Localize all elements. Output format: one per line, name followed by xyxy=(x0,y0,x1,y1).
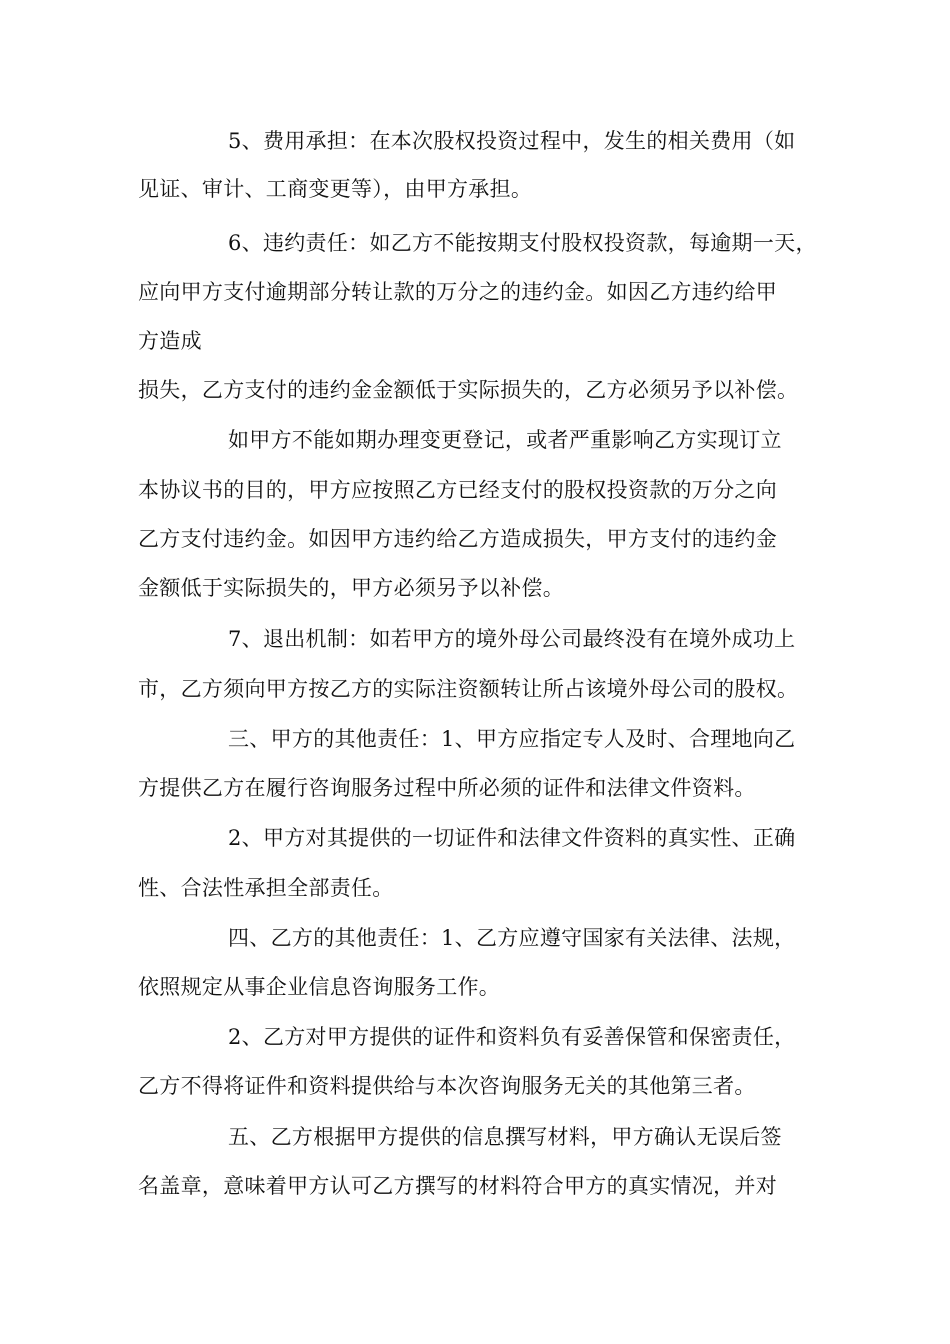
line-5: 方造成 xyxy=(138,329,202,353)
line-16: 性、合法性承担全部责任。 xyxy=(138,876,394,900)
line-10: 金额低于实际损失的，甲方必须另予以补偿。 xyxy=(138,576,564,600)
line-8: 本协议书的目的，甲方应按照乙方已经支付的股权投资款的万分之向 xyxy=(138,478,777,502)
line-20: 乙方不得将证件和资料提供给与本次咨询服务无关的其他第三者。 xyxy=(138,1074,756,1098)
line-22: 名盖章，意味着甲方认可乙方撰写的材料符合甲方的真实情况，并对 xyxy=(138,1174,777,1198)
line-6: 损失，乙方支付的违约金金额低于实际损失的，乙方必须另予以补偿。 xyxy=(138,378,799,402)
line-4: 应向甲方支付逾期部分转让款的万分之的违约金。如因乙方违约给甲 xyxy=(138,280,777,304)
line-14: 方提供乙方在履行咨询服务过程中所必须的证件和法律文件资料。 xyxy=(138,776,756,800)
line-11: 7、退出机制：如若甲方的境外母公司最终没有在境外成功上 xyxy=(228,627,796,651)
line-18: 依照规定从事企业信息咨询服务工作。 xyxy=(138,975,501,999)
line-3: 6、违约责任：如乙方不能按期支付股权投资款，每逾期一天， xyxy=(228,231,817,255)
line-12: 市，乙方须向甲方按乙方的实际注资额转让所占该境外母公司的股权。 xyxy=(138,677,799,701)
line-7: 如甲方不能如期办理变更登记，或者严重影响乙方实现订立 xyxy=(228,428,782,452)
line-17: 四、乙方的其他责任：1、乙方应遵守国家有关法律、法规， xyxy=(228,926,796,950)
line-15: 2、甲方对其提供的一切证件和法律文件资料的真实性、正确 xyxy=(228,826,796,850)
line-13: 三、甲方的其他责任：1、甲方应指定专人及时、合理地向乙 xyxy=(228,727,796,751)
line-21: 五、乙方根据甲方提供的信息撰写材料，甲方确认无误后签 xyxy=(228,1125,782,1149)
line-2: 见证、审计、工商变更等），由甲方承担。 xyxy=(138,177,533,201)
line-9: 乙方支付违约金。如因甲方违约给乙方造成损失，甲方支付的违约金 xyxy=(138,527,777,551)
line-1: 5、费用承担：在本次股权投资过程中，发生的相关费用（如 xyxy=(228,129,796,153)
line-19: 2、乙方对甲方提供的证件和资料负有妥善保管和保密责任， xyxy=(228,1025,796,1049)
